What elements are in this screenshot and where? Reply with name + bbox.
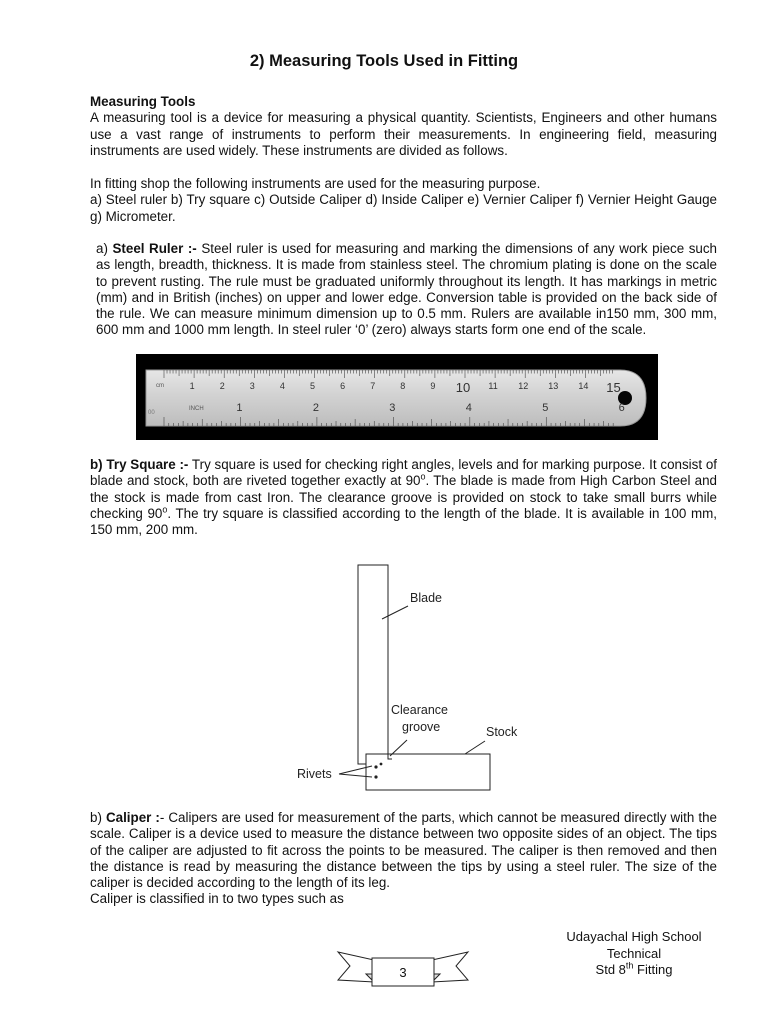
fitting-shop-line1: In fitting shop the following instruments are used for the measuring purpose.: [90, 176, 541, 191]
steel-ruler-section: [96, 241, 717, 339]
try-square-text-1: Try square is used for checking right angles, levels and for marking purpose. It consist of blade and stock, both are riveted together exactly at 90: [90, 457, 717, 489]
page-number: 3: [399, 965, 407, 980]
cm-number: 7: [370, 381, 376, 391]
rivet: [374, 775, 377, 778]
school-class: [544, 962, 724, 979]
cm-number: 10: [455, 380, 471, 395]
cm-number: 13: [548, 381, 559, 391]
instrument-list: a) Steel ruler b) Try square c) Outside Caliper d) Inside Caliper e) Vernier Caliper f) Vernier Height Gauge g) Micrometer.: [90, 192, 717, 224]
cm-number: 5: [309, 381, 316, 391]
cm-number: 9: [430, 381, 436, 391]
inch-number: 2: [312, 402, 319, 414]
class-superscript: th: [625, 960, 634, 971]
cm-number: 8: [400, 381, 406, 391]
caliper-text: - Calipers are used for measurement of the parts, which cannot be measured directly with the scale. Caliper is a device used to measure the distance between two opposite sides of an object. The tips of the caliper are adjusted to fit across the points to be measured. The caliper is then removed and then the distance is read by measuring the distance between the tips by using a steel ruler. The size of the caliper is decided according to the length of its leg.: [90, 810, 717, 891]
blade-shape: [358, 565, 388, 764]
caliper-term: Caliper :: [105, 810, 160, 825]
fitting-shop-section: [90, 176, 717, 225]
ruler-blade: [146, 370, 646, 426]
cm-number: 12: [518, 381, 529, 391]
class-suffix: Fitting: [633, 962, 673, 977]
caliper-prefix: b): [90, 810, 106, 825]
school-department: Technical: [606, 945, 662, 961]
inch-number: 6: [618, 402, 625, 414]
page-number-banner: [336, 946, 470, 990]
cm-number: 2: [219, 381, 225, 391]
inch-label: INCH: [189, 406, 204, 412]
rivets-label: Rivets: [297, 767, 332, 781]
inch-number: 4: [465, 402, 472, 414]
school-name: Udayachal High School: [566, 929, 702, 944]
steel-ruler-prefix: a): [96, 241, 113, 256]
inch-number: 5: [542, 402, 549, 414]
cm-number: 11: [488, 381, 498, 391]
cm-number: 1: [189, 381, 195, 391]
steel-ruler-term: Steel Ruler :-: [112, 241, 197, 256]
class-prefix: Std 8: [595, 962, 626, 977]
clearance-label-1: Clearance: [391, 703, 448, 717]
degree-symbol-1: o: [420, 471, 426, 482]
banner-left-tail: [338, 952, 374, 982]
stock-label: Stock: [486, 725, 518, 739]
steel-ruler-text: Steel ruler is used for measuring and marking the dimensions of any work piece such as length, breadth, thickness. It is made from stainless steel. The chromium plating is done on the scale to prevent rusting. The rule must be graduated uniformly throughout its length. It has markings in metric (mm) and in British (inches) on upper and lower edge. Conversion table is provided on the back side of the rule. We can measure minimum dimension up to 0.5 mm. Rulers are available in150 mm, 300 mm, 600 mm and 1000 mm length. In steel ruler ‘0’ (zero) always starts form one end of the scale.: [96, 241, 718, 338]
stock-leader: [465, 741, 485, 754]
rivet: [380, 763, 383, 766]
steel-ruler-image: [136, 354, 658, 440]
page-title: 2) Measuring Tools Used in Fitting: [249, 52, 519, 70]
school-footer: [544, 929, 724, 979]
caliper-section: [90, 810, 717, 908]
cm-label: cm: [156, 383, 164, 389]
clearance-label-2: groove: [402, 720, 441, 734]
corner-number: 00: [148, 410, 155, 416]
banner-right-tail: [432, 952, 468, 982]
inch-number: 3: [389, 402, 396, 414]
try-square-diagram: [280, 555, 540, 800]
try-square-section: [90, 457, 717, 538]
try-square-term: b) Try Square :-: [90, 457, 189, 472]
cm-number: 6: [340, 381, 346, 391]
steel-ruler-figure: [136, 354, 658, 440]
blade-label: Blade: [410, 591, 442, 605]
cm-number: 14: [578, 381, 589, 391]
caliper-last-line: Caliper is classified in to two types such as: [90, 891, 344, 907]
stock-shape: [366, 754, 490, 790]
intro-heading: Measuring Tools: [90, 94, 196, 109]
intro-text: A measuring tool is a device for measuring a physical quantity. Scientists, Engineers and other humans use a vast range of instruments to perform their measurements. In engineering field, measuring instruments are used widely. These instruments are divided as follows.: [90, 110, 717, 158]
try-square-text-2: . The blade is made from High Carbon Steel and the stock is made from cast Iron. The clearance groove is provided on stock to take small burrs while checking 90: [90, 473, 717, 521]
inch-number: 1: [236, 402, 243, 414]
intro-section: [90, 94, 717, 159]
rivet: [374, 765, 377, 768]
try-square-text-3: . The try square is classified according to the length of the blade. It is available in 100 mm, 150 mm, 200 mm.: [90, 505, 718, 538]
degree-symbol-2: o: [162, 504, 168, 515]
cm-number: 3: [249, 381, 255, 391]
cm-number: 15: [606, 380, 621, 395]
cm-number: 4: [279, 381, 285, 391]
